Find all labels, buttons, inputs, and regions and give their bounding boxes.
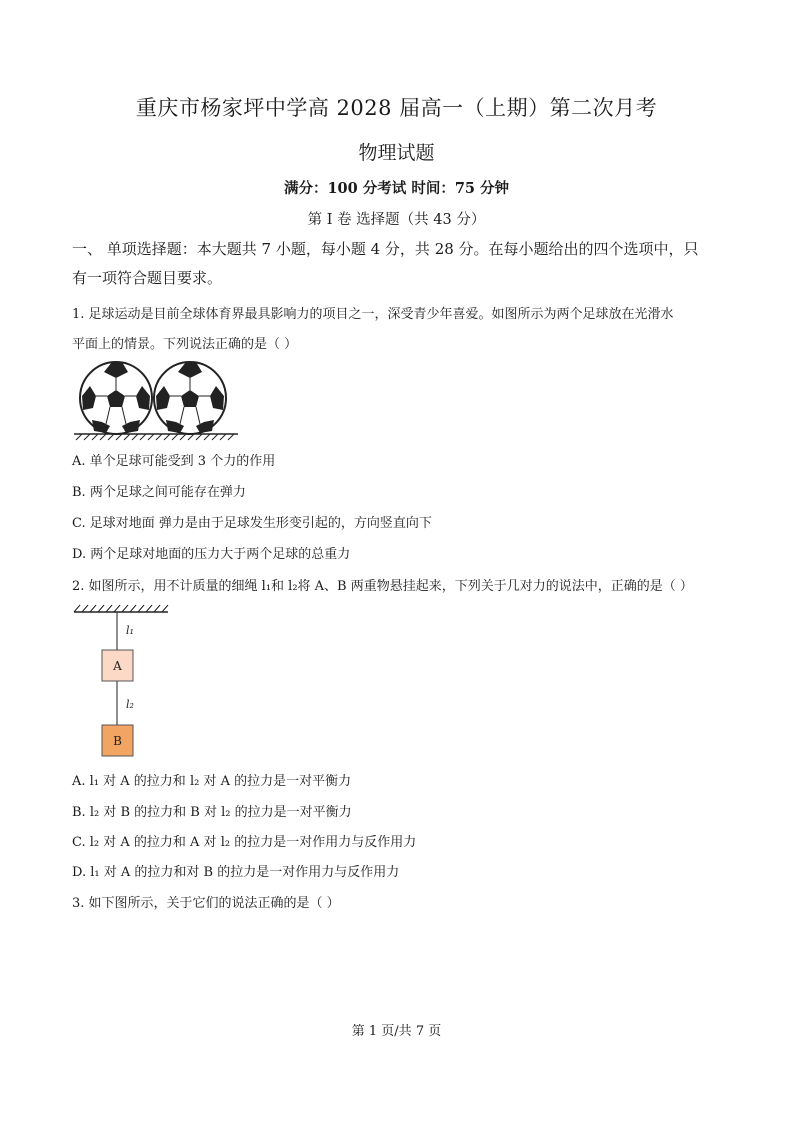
- exam-title: 重庆市杨家坪中学高 2028 届高一（上期）第二次月考: [135, 96, 658, 120]
- q3-stem: 3. 如下图所示，关于它们的说法正确的是（ ）: [72, 896, 340, 911]
- rope-l2-label: l₂: [126, 698, 134, 711]
- exam-meta: 满分：100 分考试 时间：75 分钟: [283, 180, 510, 197]
- ceiling-hatching: [74, 605, 168, 612]
- q2-option-a: A. l₁ 对 A 的拉力和 l₂ 对 A 的拉力是一对平衡力: [72, 774, 352, 789]
- football-left: [80, 362, 152, 434]
- q2-option-b: B. l₂ 对 B 的拉力和 B 对 l₂ 的拉力是一对平衡力: [72, 805, 352, 820]
- q2-stem: 2. 如图所示，用不计质量的细绳 l₁和 l₂将 A、B 两重物悬挂起来，下列关于几对力的说法中，正确的是（ ）: [72, 579, 693, 594]
- section-instruction-line1: 一、 单项选择题：本大题共 7 小题，每小题 4 分，共 28 分。在每小题给出的四个选项中，只: [72, 240, 699, 258]
- volume-heading: 第 I 卷 选择题（共 43 分）: [307, 212, 486, 228]
- ground-hatching: [76, 434, 234, 440]
- q1-option-c: C. 足球对地面 弹力是由于足球发生形变引起的，方向竖直向下: [72, 516, 432, 531]
- q1-stem-line2: 平面上的情景。下列说法正确的是（ ）: [72, 337, 298, 352]
- football-right: [154, 362, 226, 434]
- q1-option-b: B. 两个足球之间可能存在弹力: [72, 485, 246, 500]
- section-instruction-line2: 有一项符合题目要求。: [72, 269, 223, 287]
- page-number-footer: 第 1 页/共 7 页: [351, 1024, 442, 1039]
- q2-option-c: C. l₂ 对 A 的拉力和 A 对 l₂ 的拉力是一对作用力与反作用力: [72, 835, 417, 850]
- q2-option-d: D. l₁ 对 A 的拉力和对 B 的拉力是一对作用力与反作用力: [72, 865, 400, 880]
- exam-subject: 物理试题: [358, 142, 435, 164]
- q1-stem-line1: 1. 足球运动是目前全球体育界最具影响力的项目之一，深受青少年喜爱。如图所示为两个足球放在光滑水: [72, 307, 674, 322]
- q1-option-d: D. 两个足球对地面的压力大于两个足球的总重力: [72, 547, 351, 562]
- block-b-label: B: [113, 734, 122, 748]
- block-a-label: A: [113, 659, 122, 673]
- q1-option-a: A. 单个足球可能受到 3 个力的作用: [72, 454, 276, 469]
- rope-l1-label: l₁: [126, 624, 134, 637]
- q2-figure-hanging-blocks: [72, 600, 172, 762]
- q1-figure-two-footballs: [72, 360, 242, 442]
